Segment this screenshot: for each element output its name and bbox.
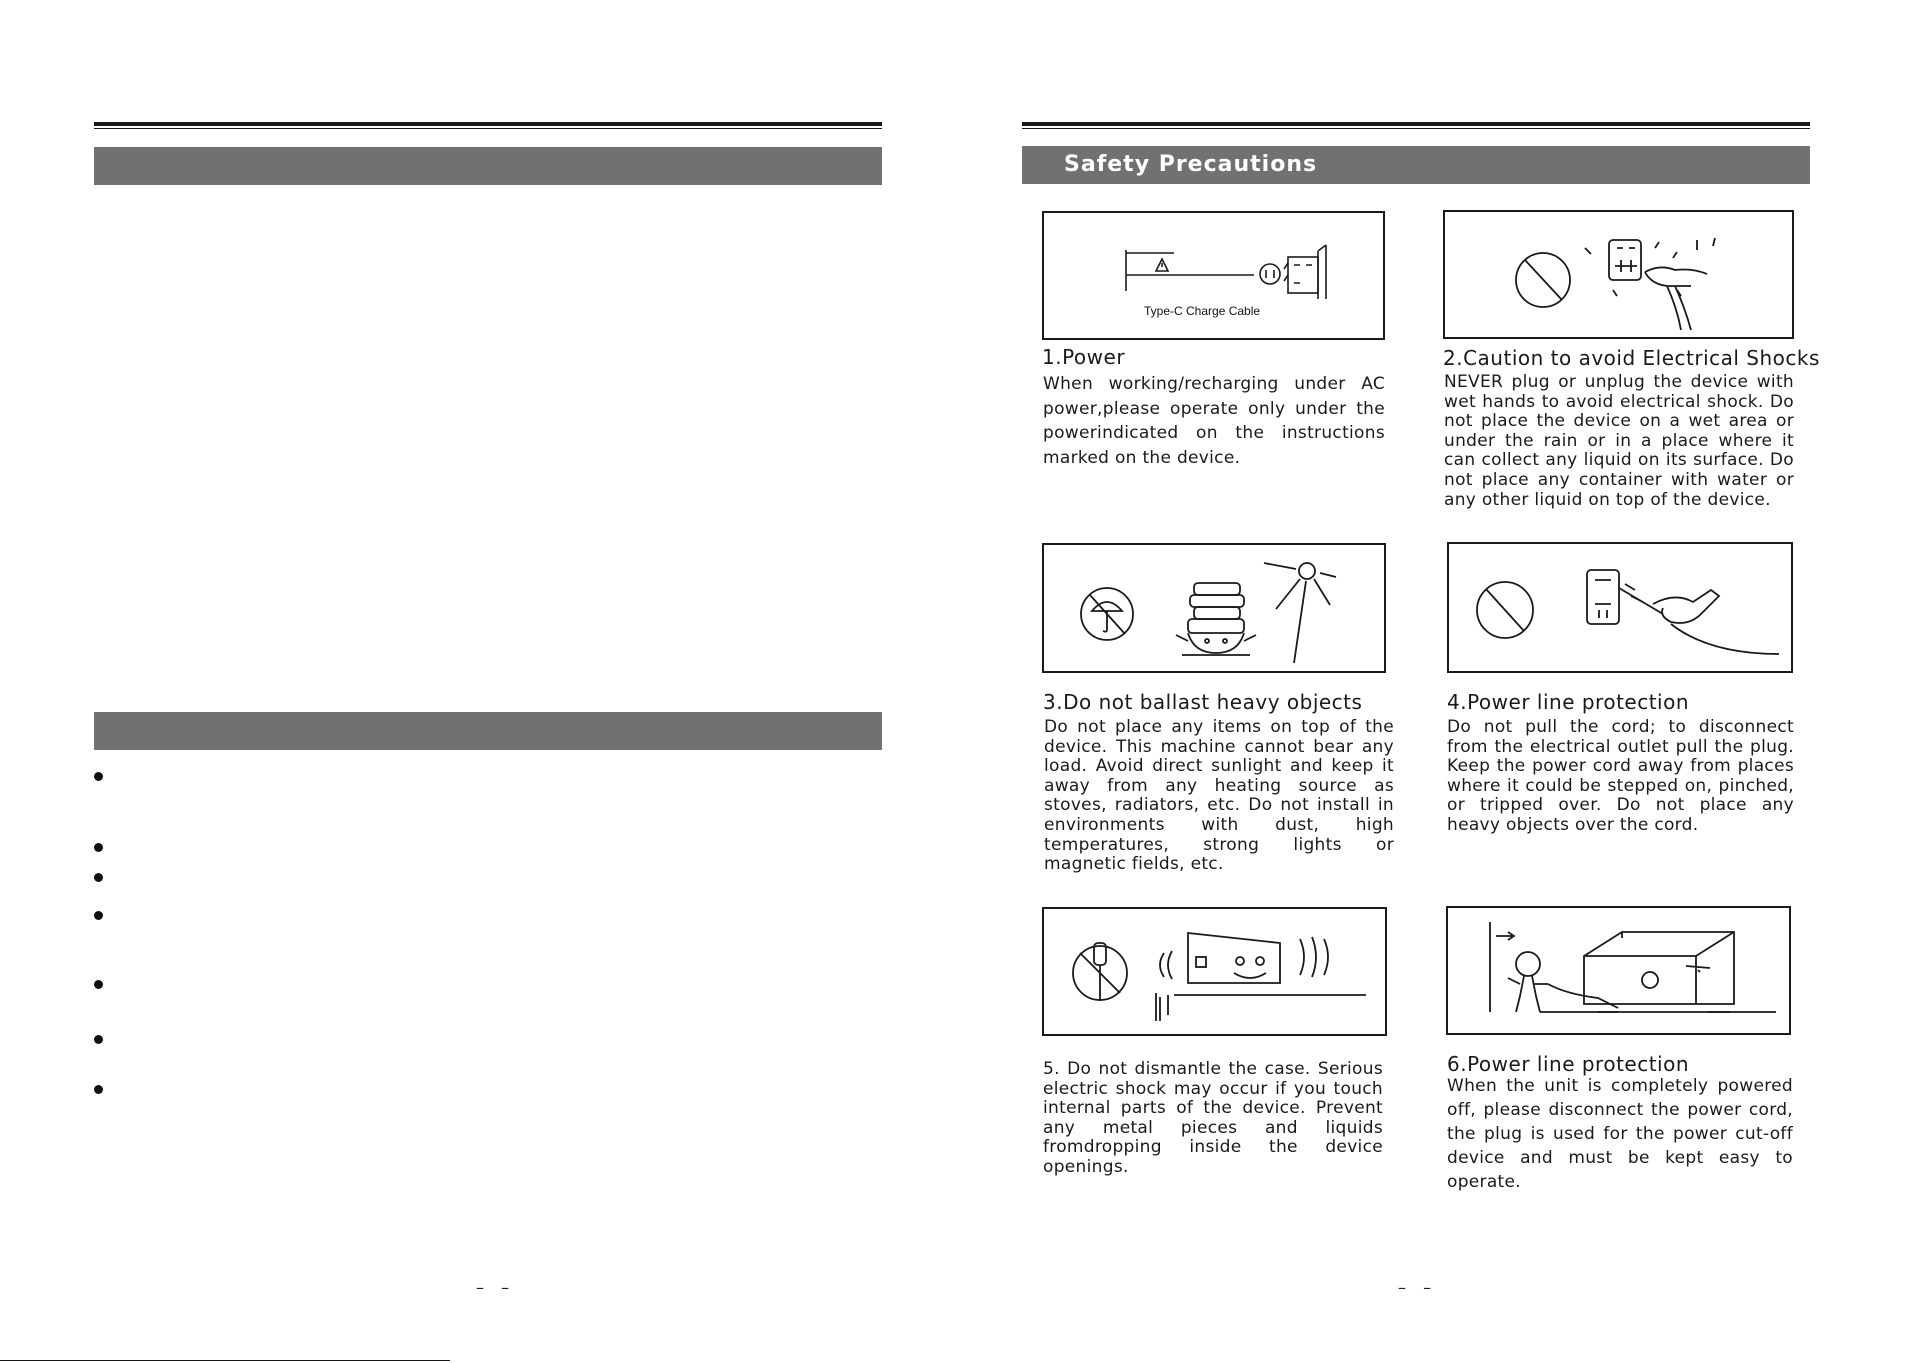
stacked-objects-icon	[1176, 583, 1256, 655]
dismantle-illustration	[1042, 907, 1387, 1036]
left-page-section-bar-1	[94, 147, 882, 185]
bullet	[94, 1035, 103, 1044]
no-screwdriver-icon	[1073, 943, 1127, 1001]
page-title: Safety Precautions	[1064, 152, 1318, 177]
bullet	[94, 911, 103, 920]
vibrating-device-icon	[1156, 933, 1366, 1021]
left-page-top-rule-thin	[94, 128, 882, 129]
prohibited-icon	[1516, 253, 1570, 307]
hand-pulling-cord-icon	[1619, 588, 1719, 623]
cable-icon	[1126, 250, 1254, 291]
prohibited-icon	[1477, 582, 1533, 638]
section-body-dismantle: 5. Do not dismantle the case. Serious electric shock may occur if you touch internal parts of the device. Prevent any metal pieces and liquids fromdropping inside the device openings.	[1043, 1059, 1383, 1177]
section-body-power-line: Do not pull the cord; to disconnect from the electrical outlet pull the plug. Keep the power cord away from places where it could be stepped on, pinched, or tripped over. Do not place any heavy objects over the cord.	[1447, 717, 1794, 835]
bullet	[94, 873, 103, 882]
section-body-power-cutoff: When the unit is completely powered off, please disconnect the power cord, the plug is used for the power cut-off device and must be kept easy to operate.	[1447, 1076, 1793, 1192]
section-heading-heavy-objects: 3.Do not ballast heavy objects	[1043, 690, 1363, 714]
right-page-number-mark: – –	[1398, 1278, 1438, 1297]
wall-socket-icon	[1587, 570, 1619, 624]
safety-precautions-bar	[1022, 146, 1810, 184]
bullet	[94, 843, 103, 852]
section-heading-electric-shock: 2.Caution to avoid Electrical Shocks	[1443, 346, 1820, 370]
right-page-top-rule-thin	[1022, 128, 1810, 129]
section-body-electric-shock: NEVER plug or unplug the device with wet hands to avoid electrical shock. Do not place the device on a wet area or under the rain or in a place where it can collect any liquid on its surface. Do not place any container with water or any other liquid on top of the device.	[1444, 372, 1794, 510]
wall-socket-icon	[1609, 240, 1641, 280]
section-body-heavy-objects: Do not place any items on top of the device. This machine cannot bear any load. Avoid direct sunlight and keep it away from any heating source as stoves, radiators, etc. Do not install in environments with dust, high temperatures, strong lights or magnetic fields, etc.	[1044, 717, 1394, 875]
electric-shock-illustration	[1443, 210, 1794, 339]
left-page-number-mark: – –	[476, 1278, 516, 1297]
person-unplugging-icon	[1508, 952, 1548, 1012]
power-illustration	[1042, 211, 1385, 340]
section-heading-power-cutoff: 6.Power line protection	[1447, 1052, 1690, 1076]
section-body-power: When working/recharging under AC power,please operate only under the powerindicated on the instructions marked on the device.	[1043, 374, 1385, 468]
power-cutoff-illustration	[1446, 906, 1791, 1035]
heavy-objects-illustration	[1042, 543, 1386, 673]
section-heading-power-line: 4.Power line protection	[1447, 690, 1690, 714]
wet-hand-icon	[1645, 267, 1707, 286]
sun-icon	[1264, 563, 1336, 663]
bullet	[94, 1085, 103, 1094]
left-page-section-bar-2	[94, 712, 882, 750]
no-umbrella-icon	[1081, 588, 1133, 640]
right-page-top-rule	[1022, 122, 1810, 126]
bullet	[94, 772, 103, 781]
device-box-icon	[1584, 932, 1734, 1012]
bullet	[94, 980, 103, 989]
left-page-top-rule	[94, 122, 882, 126]
cable-caption: Type-C Charge Cable	[1144, 304, 1261, 318]
left-page-bottom-edge	[0, 1360, 450, 1361]
wall-socket-icon	[1288, 257, 1318, 293]
power-line-illustration	[1447, 542, 1793, 673]
section-heading-power: 1.Power	[1042, 345, 1126, 369]
